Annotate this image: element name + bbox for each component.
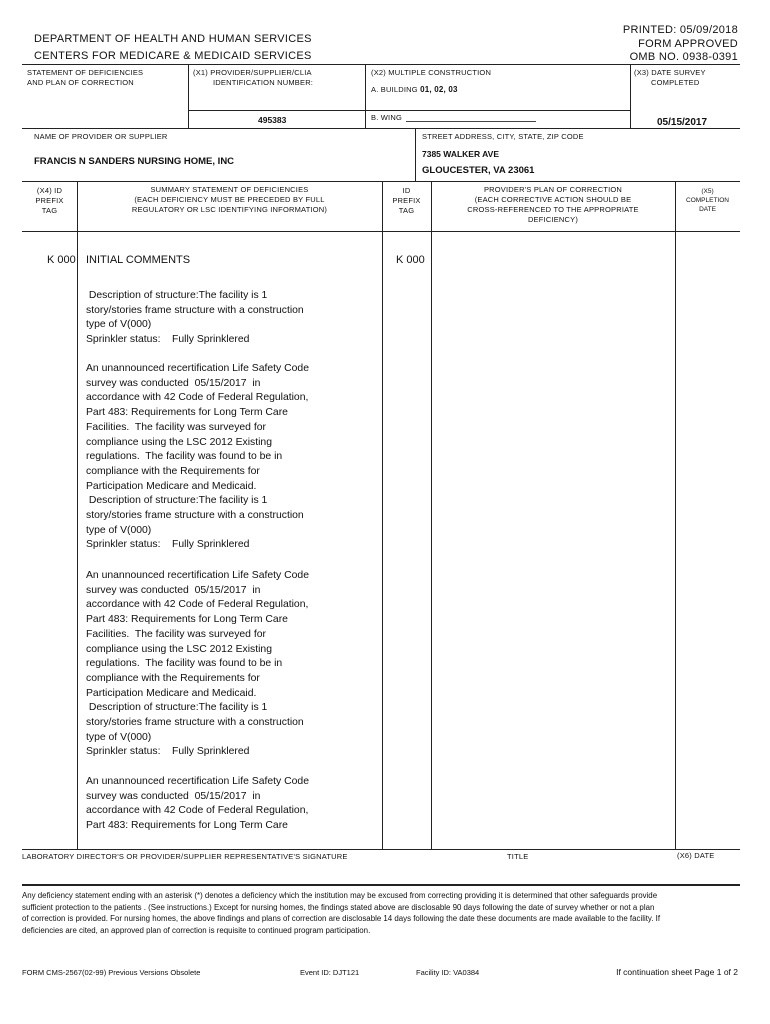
printed-date: PRINTED: 05/09/2018 <box>622 24 738 36</box>
wing-label: B. WING <box>371 113 402 122</box>
signature-label: LABORATORY DIRECTOR'S OR PROVIDER/SUPPLIER REPRESENTATIVE'S SIGNATURE <box>22 852 348 861</box>
building-row: A. BUILDING 01, 02, 03 <box>371 85 458 94</box>
x1-label: (X1) PROVIDER/SUPPLIER/CLIA IDENTIFICATION NUMBER: <box>193 68 314 87</box>
department-name: DEPARTMENT OF HEALTH AND HUMAN SERVICES <box>34 33 312 45</box>
form-identifier: FORM CMS-2567(02-99) Previous Versions Obsolete <box>22 968 201 977</box>
agency-name: CENTERS FOR MEDICARE & MEDICAID SERVICES <box>34 50 312 62</box>
paragraph-1: Description of structure:The facility is 1 story/stories frame structure with a construction type of V(000) Sprinkler status: Fully Sprinklered <box>86 290 304 346</box>
initial-comments-heading: INITIAL COMMENTS <box>86 254 191 266</box>
event-id: Event ID: DJT121 <box>300 968 360 977</box>
x5-header: (X5) COMPLETION DATE <box>686 188 729 213</box>
id-header: ID PREFIX TAG <box>392 186 421 215</box>
statement-label: STATEMENT OF DEFICIENCIES AND PLAN OF CORRECTION <box>27 68 144 87</box>
page-indicator: If continuation sheet Page 1 of 2 <box>616 967 738 977</box>
x3-label: (X3) DATE SURVEY COMPLETED <box>634 68 706 87</box>
disclosure-footnote: Any deficiency statement ending with an asterisk (*) denotes a deficiency which the institution may be excused from correcting providing it is determined that other safeguards provide sufficient protection to the patients . (See instructions.) Except for nursing homes, the findings stated above are disclosable 90 days following the date of survey whether or not a plan of correction is provided. For nursing homes, the above findings and plans of correction are disclosable 14 days following the date these documents are made available to the facility. If deficiencies are cited, an approved plan of correction is requisite to continued program participation. <box>22 891 661 935</box>
x4-header: (X4) ID PREFIX TAG <box>35 186 64 215</box>
provider-id-number: 495383 <box>258 115 287 125</box>
form-approved: FORM APPROVED <box>638 38 738 50</box>
omb-number: OMB NO. 0938-0391 <box>629 51 738 63</box>
title-label: TITLE <box>507 852 529 861</box>
plan-header: PROVIDER'S PLAN OF CORRECTION (EACH CORRECTIVE ACTION SHOULD BE CROSS-REFERENCED TO THE APPROPRIATE DEFICIENCY) <box>467 185 639 224</box>
paragraph-2: An unannounced recertification Life Safety Code survey was conducted 05/15/2017 in accordance with 42 Code of Federal Regulation, Part 483: Requirements for Long Term Care Facilities. The facility was surveyed for compliance using the LSC 2012 Existing regulations. The facility was found to be in compliance with the Requirements for Participation Medicare and Medicaid. Description of structure:The facility is 1 story/stories frame structure with a construction type of V(000) Sprinkler status: Fully Sprinklered <box>86 363 309 551</box>
provider-name-label: NAME OF PROVIDER OR SUPPLIER <box>34 132 168 141</box>
x2-label: (X2) MULTIPLE CONSTRUCTION <box>371 68 492 77</box>
survey-completed-date: 05/15/2017 <box>657 117 708 128</box>
paragraph-3: An unannounced recertification Life Safety Code survey was conducted 05/15/2017 in accordance with 42 Code of Federal Regulation, Part 483: Requirements for Long Term Care Facilities. The facility was surveyed for compliance using the LSC 2012 Existing regulations. The facility was found to be in compliance with the Requirements for Participation Medicare and Medicaid. Description of structure:The facility is 1 story/stories frame structure with a construction type of V(000) Sprinkler status: Fully Sprinklered <box>86 570 309 758</box>
signature-date-label: (X6) DATE <box>677 851 715 860</box>
street-address-label: STREET ADDRESS, CITY, STATE, ZIP CODE <box>422 132 584 141</box>
facility-id: Facility ID: VA0384 <box>416 968 480 977</box>
left-prefix-tag: K 000 <box>47 254 76 266</box>
provider-name: FRANCIS N SANDERS NURSING HOME, INC <box>34 156 235 167</box>
right-prefix-tag: K 000 <box>396 254 425 266</box>
city-state-zip: GLOUCESTER, VA 23061 <box>422 165 535 176</box>
street-address: 7385 WALKER AVE <box>422 149 499 159</box>
summary-header: SUMMARY STATEMENT OF DEFICIENCIES (EACH DEFICIENCY MUST BE PRECEDED BY FULL REGULATORY OR LSC IDENTIFYING INFORMATION) <box>131 185 328 214</box>
paragraph-4: An unannounced recertification Life Safety Code survey was conducted 05/15/2017 in accordance with 42 Code of Federal Regulation, Part 483: Requirements for Long Term Care <box>86 776 309 832</box>
